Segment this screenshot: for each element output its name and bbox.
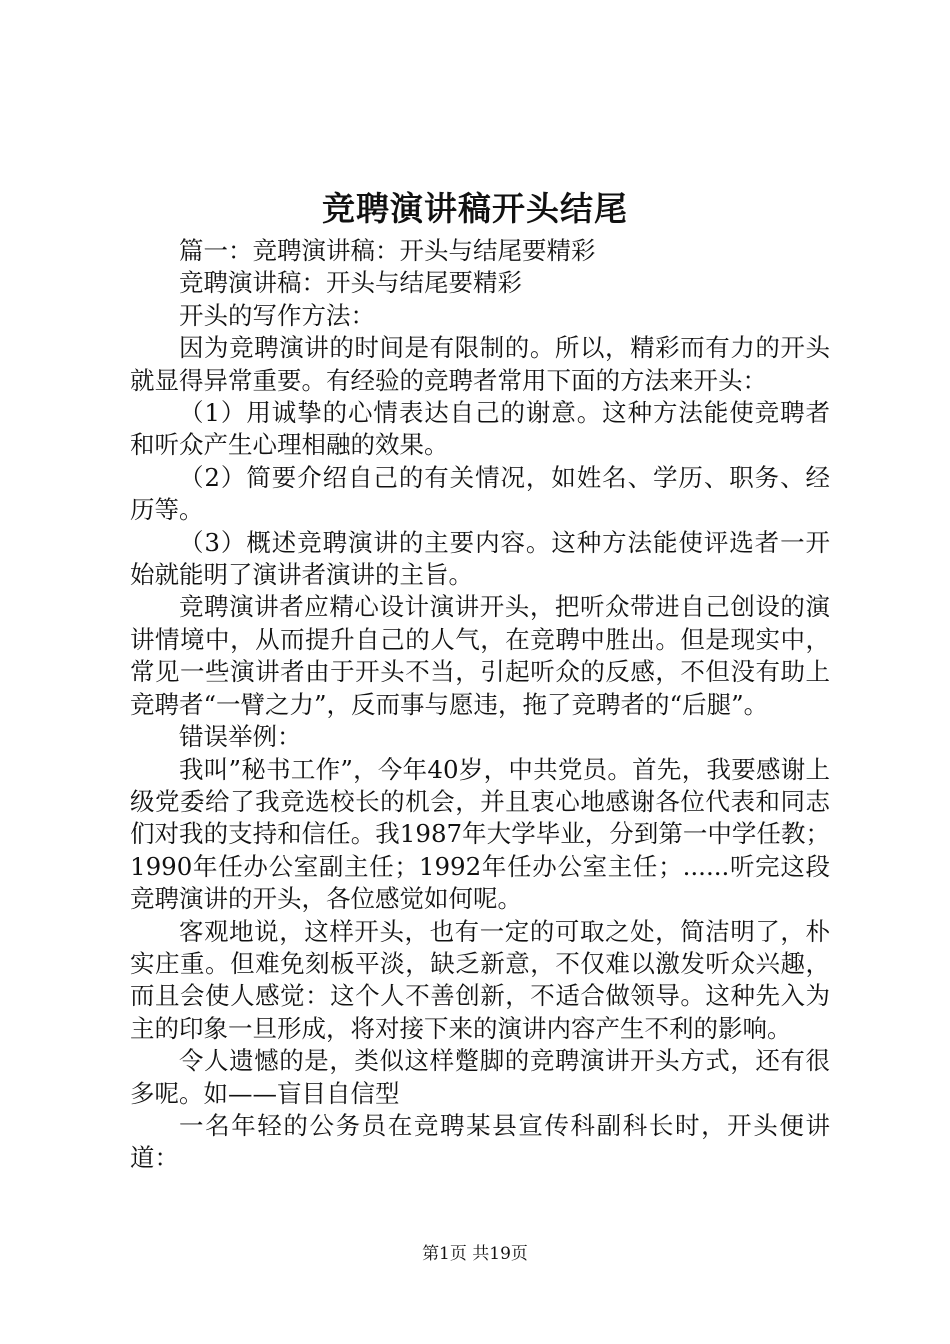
paragraph: 因为竞聘演讲的时间是有限制的。所以，精彩而有力的开头就显得异常重要。有经验的竞聘者常用下面的方法来开头： [130, 333, 830, 395]
paragraph: 客观地说，这样开头，也有一定的可取之处，简洁明了，朴实庄重。但难免刻板平淡，缺乏新意，不仅难以激发听众兴趣，而且会使人感觉：这个人不善创新，不适合做领导。这种先入为主的印象一旦形成，将对接下来的演讲内容产生不利的影响。 [130, 916, 830, 1043]
page-footer: 第1页 共19页 [422, 1244, 528, 1264]
paragraph: 篇一：竞聘演讲稿：开头与结尾要精彩 [179, 236, 596, 265]
paragraph: 开头的写作方法： [179, 300, 375, 330]
paragraph: 竞聘演讲者应精心设计演讲开头，把听众带进自己创设的演讲情境中，从而提升自己的人气，在竞聘中胜出。但是现实中，常见一些演讲者由于开头不当，引起听众的反感，不但没有助上竞聘者“一臂之力”，反而事与愿违，拖了竞聘者的“后腿”。 [130, 592, 830, 719]
paragraph: 令人遗憾的是，类似这样蹩脚的竞聘演讲开头方式，还有很多呢。如——盲目自信型 [130, 1046, 830, 1108]
paragraph: 竞聘演讲稿：开头与结尾要精彩 [179, 268, 522, 298]
paragraph: 错误举例： [179, 722, 302, 752]
paragraph: （2）简要介绍自己的有关情况，如姓名、学历、职务、经历等。 [130, 462, 830, 525]
paragraph: 一名年轻的公务员在竞聘某县宣传科副科长时，开头便讲道： [130, 1110, 830, 1173]
document-body [130, 235, 830, 1175]
document-title: 竞聘演讲稿开头结尾 [322, 189, 628, 228]
paragraph: （1）用诚挚的心情表达自己的谢意。这种方法能使竞聘者和听众产生心理相融的效果。 [130, 398, 830, 460]
paragraph: （3）概述竞聘演讲的主要内容。这种方法能使评选者一开始就能明了演讲者演讲的主旨。 [130, 527, 830, 590]
paragraph: 我叫”秘书工作”，今年40岁，中共党员。首先，我要感谢上级党委给了我竞选校长的机会，并且衷心地感谢各位代表和同志们对我的支持和信任。我1987年大学毕业，分到第一中学任教；1990年任办公室副主任；1992年任办公室主任；......听完这段竞聘演讲的开头，各位感觉如何呢。 [130, 754, 830, 914]
